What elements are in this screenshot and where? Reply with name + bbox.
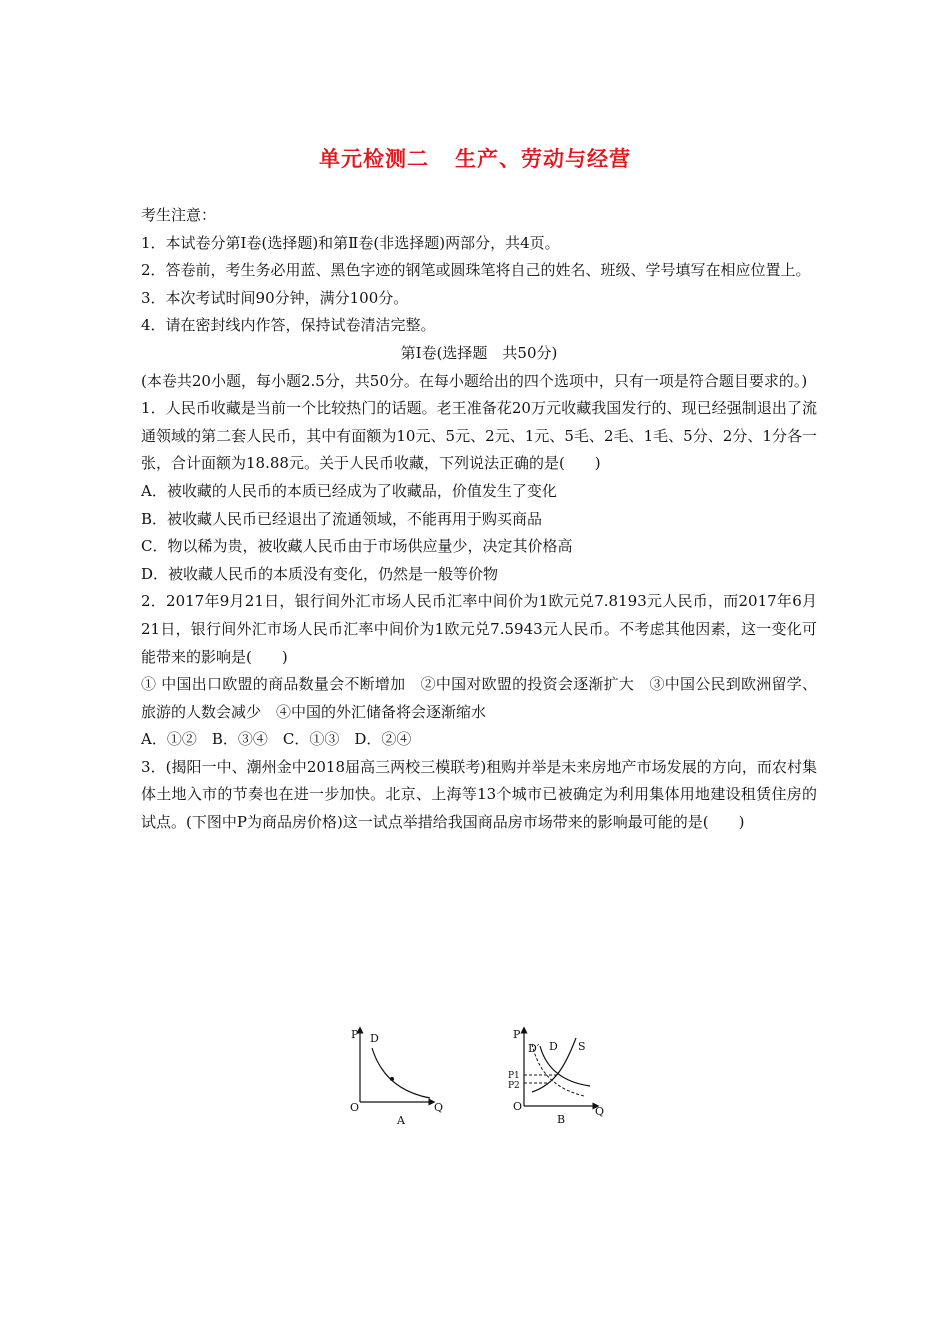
- graph-a-caption: A: [397, 1114, 405, 1127]
- question-1-stem: 1．人民币收藏是当前一个比较热门的话题。老王准备花20万元收藏我国发行的、现已经强制退出了流通领域的第二套人民币，其中有面额为10元、5元、2元、1元、5毛、2毛、1毛、5分、2分、1分各一张，合计面额为18.88元。关于人民币收藏，下列说法正确的是( ): [141, 399, 817, 473]
- notice-heading: 考生注意：: [141, 206, 217, 224]
- graph-b-curve-label-d: D: [549, 1040, 558, 1053]
- question-2-statements: ① 中国出口欧盟的商品数量会不断增加 ②中国对欧盟的投资会逐渐扩大 ③中国公民到欧洲留学、旅游的人数会减少 ④中国的外汇储备将会逐渐缩水: [141, 675, 817, 721]
- notice-item: 4．请在密封线内作答，保持试卷清洁完整。: [141, 316, 436, 335]
- notice-item: 3．本次考试时间90分钟，满分100分。: [141, 288, 409, 307]
- graph-b-price-label-p2: P2: [508, 1081, 520, 1091]
- graph-a-y-label: P: [351, 1028, 359, 1041]
- notice-item: 1．本试卷分第Ⅰ卷(选择题)和第Ⅱ卷(非选择题)两部分，共4页。: [141, 233, 560, 252]
- question-3-stem: 3．(揭阳一中、潮州金中2018届高三两校三模联考)租购并举是未来房地产市场发展的方向，而农村集体土地入市的节奏也在进一步加快。北京、上海等13个城市已被确定为利用集体用地建设租赁住房的试点。(下图中P为商品房价格)这一试点举措给我国商品房市场带来的影响最可能的是( ): [141, 757, 817, 832]
- question-2-options: A．①② B．③④ C．①③ D．②④: [141, 730, 412, 749]
- question-3-figure: [0, 1024, 950, 1134]
- page-title: [0, 143, 950, 173]
- exam-body: [141, 202, 817, 837]
- graph-b-y-label: P: [513, 1028, 521, 1041]
- graph-b-curve-label-s: S: [578, 1040, 586, 1053]
- graph-b-x-label: Q: [595, 1105, 605, 1118]
- question-1-option-d: D．被收藏人民币的本质没有变化，仍然是一般等价物: [141, 564, 499, 583]
- title-sub: 生产、劳动与经营: [455, 147, 631, 171]
- graph-a-origin: O: [350, 1101, 360, 1114]
- graph-b-curve-label-d-prime: D′: [528, 1042, 540, 1055]
- graph-a-curve-label: D: [370, 1032, 379, 1045]
- question-1-option-b: B．被收藏人民币已经退出了流通领域，不能再用于购买商品: [141, 509, 543, 528]
- graph-b-caption: B: [557, 1113, 566, 1126]
- notice-item: 2．答卷前，考生务必用蓝、黑色字迹的钢笔或圆珠笔将自己的姓名、班级、学号填写在相应位置上。: [141, 261, 811, 280]
- question-1-option-a: A．被收藏的人民币的本质已经成为了收藏品，价值发生了变化: [141, 481, 557, 500]
- graph-b-price-label-p1: P1: [508, 1071, 520, 1081]
- section-heading: 第Ⅰ卷(选择题 共50分): [400, 343, 558, 362]
- graph-a-x-label: Q: [434, 1101, 444, 1114]
- graph-b: [0, 1024, 950, 1134]
- graph-b-origin: O: [513, 1100, 523, 1113]
- question-2-stem: 2．2017年9月21日，银行间外汇市场人民币汇率中间价为1欧元兑7.8193元人民币，而2017年6月21日，银行间外汇市场人民币汇率中间价为1欧元兑7.5943元人民币。不考虑其他因素，这一变化可能带来的影响是( ): [141, 592, 817, 666]
- question-1-option-c: C．物以稀为贵，被收藏人民币由于市场供应量少，决定其价格高: [141, 537, 573, 556]
- title-main: 单元检测二: [319, 147, 429, 171]
- section-instruction: (本卷共20小题，每小题2.5分，共50分。在每小题给出的四个选项中，只有一项是符合题目要求的。): [141, 371, 808, 390]
